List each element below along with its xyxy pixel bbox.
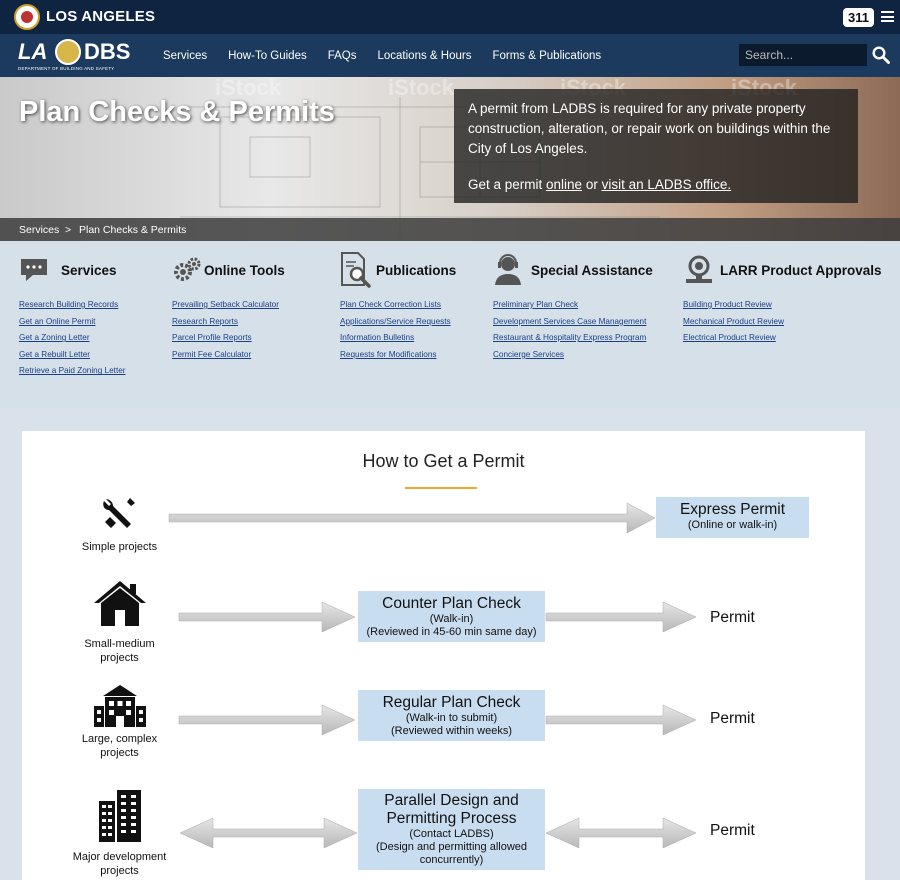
link-rebuilt-letter[interactable]: Get a Rebuilt Letter — [19, 349, 90, 359]
cta-prefix: Get a permit — [468, 177, 547, 192]
category-title: Publications — [376, 262, 457, 278]
logo-dbs-text: DBS — [84, 39, 131, 64]
parallel-design-box — [358, 789, 545, 870]
link-mechanical-product-review[interactable]: Mechanical Product Review — [683, 316, 785, 326]
page-title: Plan Checks & Permits — [19, 96, 335, 128]
link-correction-lists[interactable]: Plan Check Correction Lists — [340, 300, 442, 309]
link-online-permit[interactable]: Get an Online Permit — [19, 316, 96, 326]
box-title: Express Permit — [679, 501, 786, 518]
box-subtitle: (Reviewed in 45-60 min same day) — [366, 626, 537, 638]
nav-item-forms-publications[interactable]: Forms & Publications — [492, 50, 602, 62]
box-title: Parallel Design and — [384, 792, 519, 809]
category-larr-product-approvals — [683, 254, 882, 347]
arrow-counter-to-permit — [546, 602, 696, 632]
box-title: Regular Plan Check — [382, 694, 521, 711]
arrow-simple-to-express — [169, 503, 655, 533]
nav-menu — [163, 50, 622, 62]
breadcrumb — [0, 218, 900, 241]
ladbs-logo[interactable] — [18, 39, 131, 72]
link-zoning-letter[interactable]: Get a Zoning Letter — [19, 333, 90, 343]
arrow-major-parallel — [180, 818, 357, 848]
nav-item-faqs[interactable]: FAQs — [327, 50, 357, 62]
link-building-product-review[interactable]: Building Product Review — [683, 300, 772, 309]
hero-banner — [0, 77, 900, 241]
link-case-management[interactable]: Development Services Case Management — [493, 316, 647, 326]
search-input[interactable] — [739, 44, 867, 66]
box-subtitle: (Online or walk-in) — [687, 519, 778, 531]
row-label-major-development: Major development projects — [72, 851, 167, 877]
link-research-building-records[interactable]: Research Building Records — [19, 300, 119, 309]
logo-la-text: LA — [18, 39, 48, 64]
search-icon[interactable] — [872, 46, 890, 64]
house-icon — [92, 578, 148, 628]
diagram-title: How to Get a Permit — [362, 451, 525, 471]
box-subtitle: (Walk-in to submit) — [405, 712, 498, 724]
permit-result: Permit — [710, 609, 755, 626]
top-bar — [0, 0, 900, 34]
permit-cta — [468, 175, 844, 195]
category-title: Special Assistance — [531, 262, 653, 278]
row-label-large-complex: Large, complex projects — [81, 733, 158, 759]
building-icon — [93, 684, 147, 728]
category-title: Services — [61, 262, 117, 278]
category-title: LARR Product Approvals — [720, 262, 882, 278]
city-seal-icon[interactable] — [14, 4, 40, 30]
link-electrical-product-review[interactable]: Electrical Product Review — [683, 333, 776, 343]
box-subtitle: (Contact LADBS) — [409, 828, 494, 840]
category-services — [19, 254, 126, 380]
link-service-requests[interactable]: Applications/Service Requests — [340, 316, 451, 326]
arrow-regular-to-permit — [546, 705, 696, 735]
city-name[interactable]: LOS ANGELES — [46, 8, 156, 25]
hamburger-menu-icon[interactable] — [881, 11, 894, 22]
permit-info-box — [454, 89, 858, 203]
permit-result: Permit — [710, 822, 755, 839]
category-panel — [0, 241, 900, 408]
link-concierge-services[interactable]: Concierge Services — [493, 349, 564, 359]
link-preliminary-plan-check[interactable]: Preliminary Plan Check — [493, 300, 579, 309]
express-permit-box — [656, 497, 809, 538]
support-agent-icon — [493, 254, 523, 286]
arrow-large-to-regular — [179, 705, 355, 735]
skyscrapers-icon — [98, 789, 142, 843]
link-restaurant-express[interactable]: Restaurant & Hospitality Express Program — [493, 333, 647, 343]
watermark: iStock — [215, 77, 282, 100]
box-title: Permitting Process — [386, 810, 517, 827]
link-requests-modifications[interactable]: Requests for Modifications — [340, 349, 437, 359]
permit-info-text: A permit from LADBS is required for any private property construction, alteration, or repair work on buildings within the City of Los Angeles. — [468, 101, 831, 156]
gears-icon — [172, 255, 202, 285]
box-title: Counter Plan Check — [382, 595, 521, 612]
box-subtitle: concurrently) — [419, 854, 484, 866]
main-nav-bar — [0, 34, 900, 77]
link-permit-fee-calculator[interactable]: Permit Fee Calculator — [172, 349, 252, 359]
regular-plan-check-box — [358, 690, 545, 741]
arrow-parallel-to-permit — [546, 818, 696, 848]
approval-stamp-icon — [683, 254, 715, 286]
box-subtitle: (Reviewed within weeks) — [390, 725, 513, 737]
category-online-tools — [172, 254, 285, 363]
category-publications — [340, 254, 456, 363]
breadcrumb-services-link[interactable]: Services — [19, 224, 60, 236]
breadcrumb-separator: > — [65, 224, 72, 236]
arrow-small-to-counter — [179, 602, 355, 632]
logo-seal-icon — [55, 39, 81, 65]
counter-plan-check-box — [358, 591, 545, 642]
row-label-simple: Simple projects — [81, 541, 158, 553]
box-subtitle: (Walk-in) — [429, 613, 474, 625]
nav-item-services[interactable]: Services — [163, 50, 208, 62]
permit-result: Permit — [710, 710, 755, 727]
nav-item-locations-hours[interactable]: Locations & Hours — [377, 50, 472, 62]
link-information-bulletins[interactable]: Information Bulletins — [340, 333, 415, 343]
category-title: Online Tools — [204, 262, 285, 278]
document-magnifier-icon — [340, 252, 372, 288]
chat-bubble-icon — [19, 255, 49, 285]
visit-office-link[interactable]: visit an LADBS office. — [601, 177, 732, 192]
logo-subtitle: DEPARTMENT OF BUILDING AND SAFETY — [18, 66, 115, 71]
row-label-small-medium: Small-medium projects — [84, 638, 155, 664]
link-research-reports[interactable]: Research Reports — [172, 316, 238, 326]
nav-item-how-to-guides[interactable]: How-To Guides — [228, 50, 307, 62]
link-parcel-profile-reports[interactable]: Parcel Profile Reports — [172, 333, 252, 343]
watermark: iStock — [388, 77, 455, 100]
tools-icon — [100, 495, 138, 533]
link-paid-zoning-letter[interactable]: Retrieve a Paid Zoning Letter — [19, 366, 126, 376]
permit-process-diagram — [22, 431, 865, 880]
311-button[interactable]: 311 — [843, 8, 874, 27]
box-subtitle: (Design and permitting allowed — [375, 841, 528, 853]
online-permit-link[interactable]: online — [546, 177, 583, 192]
cta-or: or — [582, 177, 602, 192]
category-special-assistance — [493, 254, 653, 363]
breadcrumb-current: Plan Checks & Permits — [79, 224, 187, 236]
link-setback-calculator[interactable]: Prevailing Setback Calculator — [172, 300, 279, 309]
